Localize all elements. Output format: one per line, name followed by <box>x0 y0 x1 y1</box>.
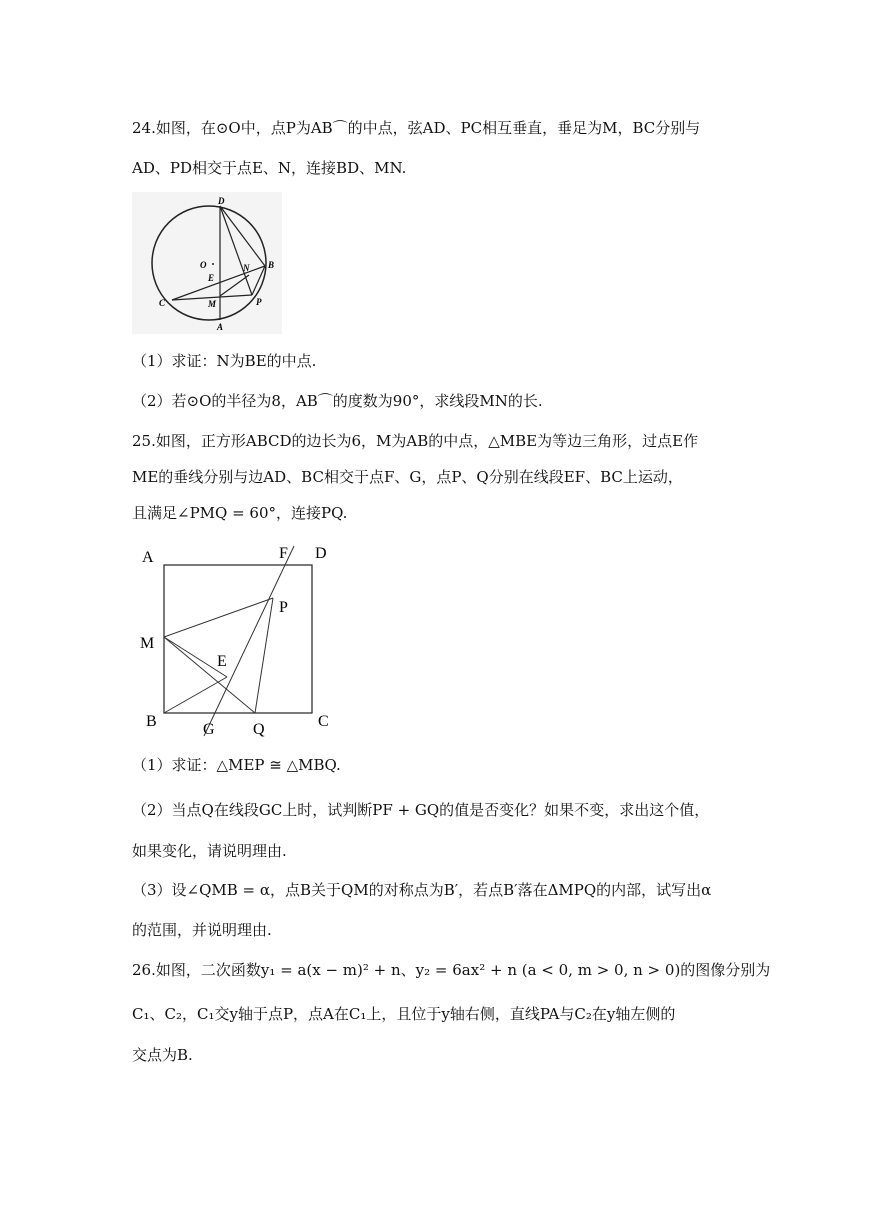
p24-label-E: E <box>208 273 215 283</box>
p24-label-D: D <box>218 196 225 206</box>
p24-label-O: O <box>200 260 207 270</box>
p26-line-1: 26.如图，二次函数y₁ = a(x − m)² + n、y₂ = 6ax² + n (a < 0, m > 0, n > 0)的图像分别为 <box>132 961 771 979</box>
p25-question-2: （2）当点Q在线段GC上时，试判断PF + GQ的值是否变化？如果不变，求出这个值， <box>132 801 710 819</box>
p25-label-F: F <box>279 545 288 562</box>
p24-line-2: AD、PD相交于点E、N，连接BD、MN. <box>132 159 407 177</box>
p24-label-N: N <box>243 263 250 273</box>
p24-label-M: M <box>208 299 217 309</box>
p24-circle-figure <box>132 192 282 334</box>
p25-label-Q: Q <box>253 721 265 738</box>
p24-label-B: B <box>268 260 275 270</box>
p25-question-2-cont: 如果变化，请说明理由. <box>132 842 287 860</box>
p24-label-A: A <box>217 322 224 332</box>
p25-label-P: P <box>279 599 288 616</box>
p25-square-figure <box>132 540 342 740</box>
p25-line-2: ME的垂线分别与边AD、BC相交于点F、G，点P、Q分别在线段EF、BC上运动， <box>132 468 683 486</box>
p25-label-B: B <box>146 713 157 730</box>
p25-label-A: A <box>142 549 154 566</box>
p25-question-3-cont: 的范围，并说明理由. <box>132 921 272 939</box>
p25-label-D: D <box>315 545 327 562</box>
p25-label-C: C <box>318 713 329 730</box>
p26-line-2: C₁、C₂，C₁交y轴于点P，点A在C₁上，且位于y轴右侧，直线PA与C₂在y轴左侧的 <box>132 1005 676 1023</box>
p24-label-C: C <box>159 298 166 308</box>
p24-label-P: P <box>256 297 262 307</box>
p25-label-M: M <box>140 635 155 652</box>
p25-label-G: G <box>203 721 215 738</box>
p25-question-1: （1）求证：△MEP ≅ △MBQ. <box>132 756 341 774</box>
p25-line-3: 且满足∠PMQ = 60°，连接PQ. <box>132 504 348 522</box>
p24-question-2: （2）若⊙O的半径为8，AB⌒的度数为90°，求线段MN的长. <box>132 392 543 410</box>
p24-line-1: 24.如图，在⊙O中，点P为AB⌒的中点，弦AD、PC相互垂直，垂足为M，BC分别与 <box>132 119 701 137</box>
p26-line-3: 交点为B. <box>132 1046 193 1064</box>
p25-line-1: 25.如图，正方形ABCD的边长为6，M为AB的中点，△MBE为等边三角形，过点E作 <box>132 432 699 450</box>
p24-question-1: （1）求证：N为BE的中点. <box>132 352 317 370</box>
p25-question-3: （3）设∠QMB = α，点B关于QM的对称点为B′，若点B′落在ΔMPQ的内部，试写出α <box>132 881 712 899</box>
p25-label-E: E <box>217 653 227 670</box>
